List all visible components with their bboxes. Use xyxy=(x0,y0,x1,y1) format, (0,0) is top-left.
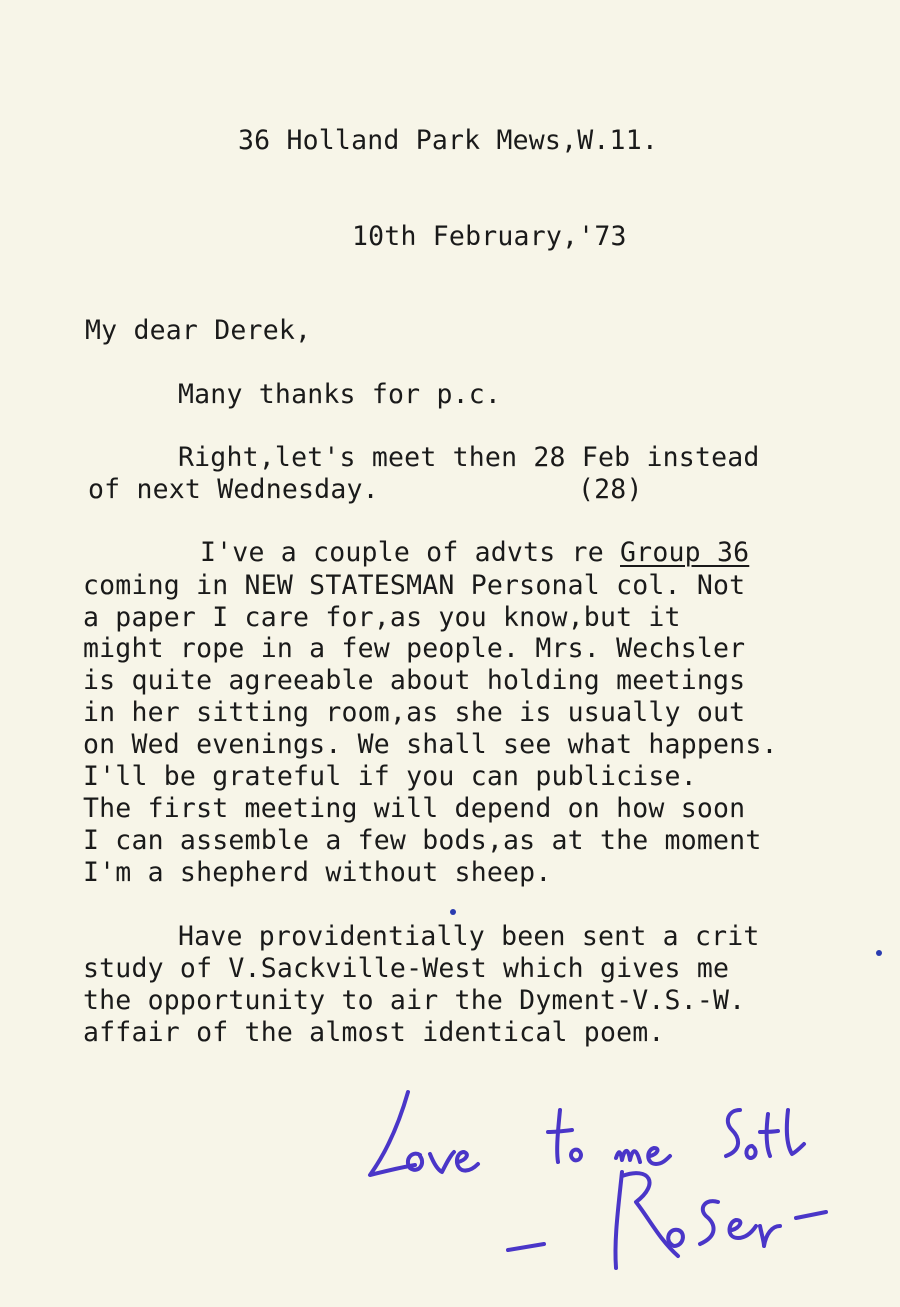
ink-dot xyxy=(450,909,456,915)
ink-dot xyxy=(876,950,882,956)
sender-address: 36 Holland Park Mews,W.11. xyxy=(238,125,659,156)
line-text: I've a couple of advts re xyxy=(200,537,621,568)
group-name-underlined: Group 36 xyxy=(620,537,750,568)
paragraph-group-line: in her sitting room,as she is usually out xyxy=(83,697,746,728)
handwritten-signature xyxy=(360,1080,860,1280)
paragraph-meeting-note: (28) xyxy=(578,474,643,505)
letter-date: 10th February,'73 xyxy=(352,221,627,252)
salutation: My dear Derek, xyxy=(85,315,312,346)
paragraph-group-line: is quite agreeable about holding meetings xyxy=(83,665,746,696)
paragraph-group-line-1 xyxy=(200,537,750,568)
paragraph-meeting-line-1: Right,let's meet then 28 Feb instead xyxy=(178,442,760,473)
paragraph-group-line: I'm a shepherd without sheep. xyxy=(83,857,552,888)
paragraph-study-line: study of V.Sackville-West which gives me xyxy=(83,953,730,984)
paragraph-study-line: affair of the almost identical poem. xyxy=(83,1017,665,1048)
paragraph-study-line: Have providentially been sent a crit xyxy=(178,921,760,952)
paragraph-meeting-line-2: of next Wednesday. xyxy=(88,474,379,505)
paragraph-group-line: a paper I care for,as you know,but it xyxy=(83,602,681,633)
paragraph-study-line: the opportunity to air the Dyment-V.S.-W. xyxy=(83,985,746,1016)
paragraph-group-line: on Wed evenings. We shall see what happens. xyxy=(83,729,778,760)
paragraph-group-line: might rope in a few people. Mrs. Wechsler xyxy=(83,633,746,664)
paragraph-group-line: The first meeting will depend on how soon xyxy=(83,793,746,824)
paragraph-group-line: I can assemble a few bods,as at the moment xyxy=(83,825,762,856)
paragraph-group-line: coming in NEW STATESMAN Personal col. Not xyxy=(83,570,746,601)
paragraph-thanks: Many thanks for p.c. xyxy=(178,379,502,410)
paragraph-group-line: I'll be grateful if you can publicise. xyxy=(83,761,697,792)
